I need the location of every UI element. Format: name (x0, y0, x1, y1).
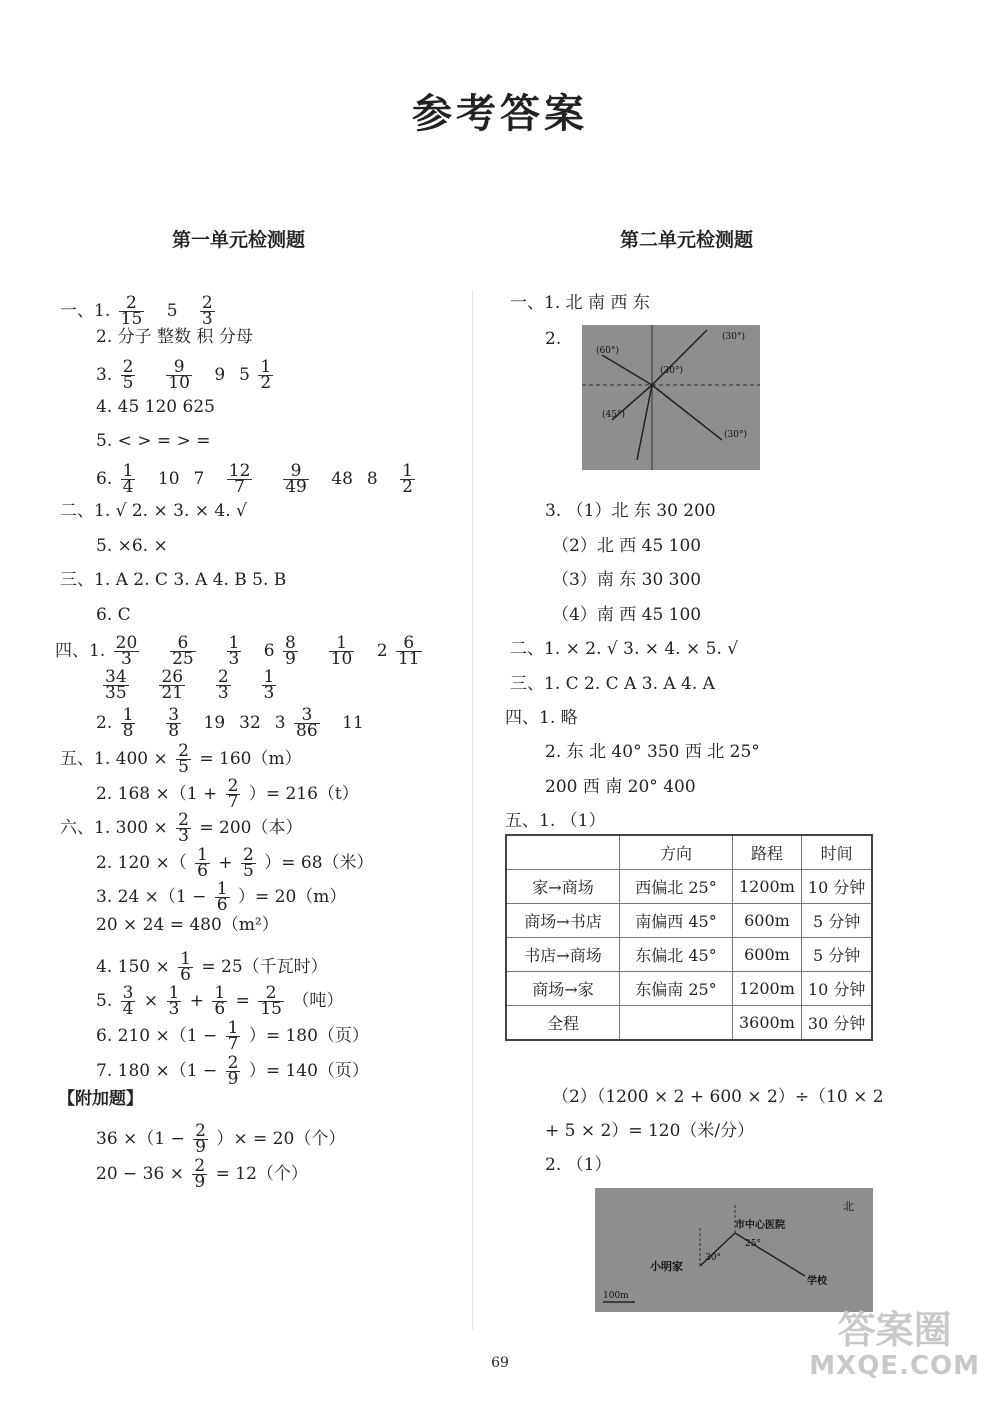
table-row-cell (620, 1006, 733, 1041)
route-figure-2-svg (595, 1188, 873, 1312)
value: 2 (376, 641, 388, 661)
route-table (505, 834, 873, 1041)
num: 2 (178, 741, 189, 761)
frac (258, 983, 284, 1019)
page-number: 69 (491, 1355, 509, 1371)
frac (200, 293, 215, 329)
frac (226, 776, 241, 812)
table-row-cell: 30 分钟 (801, 1006, 872, 1041)
label: 一、1. (60, 301, 111, 321)
frac (283, 461, 309, 497)
value: 19 (203, 713, 226, 733)
center-label: 市中心医院 (735, 1220, 785, 1231)
angle-2-label: 25° (745, 1239, 761, 1249)
num: 3 (168, 705, 180, 725)
num: 1 (122, 461, 134, 481)
left-s3a: 三、1. A 2. C 3. A 4. B 5. B (60, 570, 287, 590)
frac (114, 633, 140, 669)
den: 7 (234, 477, 245, 497)
den: 8 (122, 721, 134, 741)
num: 2 (227, 776, 239, 796)
label: 六、1. 300 × (60, 818, 168, 838)
frac (195, 845, 210, 881)
left-s6-q7 (96, 1053, 369, 1089)
north-label: 北 (843, 1200, 854, 1213)
table-row-cell: 5 分钟 (801, 904, 872, 938)
table-row (506, 972, 872, 1006)
left-s4-q1 (55, 633, 425, 669)
left-s6-q3 (96, 879, 347, 915)
label: 6. 210 ×（1 − (96, 1026, 218, 1046)
num: 2 (201, 293, 213, 313)
frac (216, 667, 231, 703)
left-s1-q6 (96, 461, 418, 497)
table-row-cell: 东偏南 25° (620, 972, 733, 1006)
column-divider (472, 290, 473, 1330)
route-figure-2 (595, 1188, 873, 1312)
right-s1-q3-1: 3. （1）北 东 30 200 (545, 501, 716, 521)
value: 3 (274, 713, 286, 733)
right-s5-label: 五、1. （1） (505, 811, 606, 831)
den: 5 (122, 373, 134, 393)
table-row-cell: 全程 (506, 1006, 620, 1041)
left-s1-q4: 4. 45 120 625 (96, 397, 215, 417)
frac (262, 667, 277, 703)
den: 86 (296, 721, 318, 741)
table-row-cell: 600m (733, 904, 802, 938)
text: ）= 216（t） (248, 784, 359, 804)
frac (166, 357, 192, 393)
value: 48 (331, 469, 353, 489)
den: 9 (227, 1069, 239, 1089)
den: 3 (168, 999, 180, 1019)
left-s6-q5 (96, 983, 344, 1019)
table-row-cell: 3600m (733, 1006, 802, 1041)
table-row-cell: 商场→书店 (506, 904, 620, 938)
num: 2 (194, 1156, 206, 1176)
den: 11 (397, 649, 420, 669)
num: 1 (402, 461, 413, 481)
table-row-cell: 南偏西 45° (620, 904, 733, 938)
num: 12 (228, 461, 251, 481)
frac (166, 705, 181, 741)
frac (396, 633, 422, 669)
num: 1 (197, 845, 208, 865)
text: = (235, 991, 250, 1011)
table-header-row-cell: 路程 (733, 835, 802, 870)
text: + (218, 853, 233, 873)
text: + (189, 991, 205, 1011)
den: 15 (120, 309, 143, 329)
school-label: 学校 (807, 1276, 827, 1287)
frac (170, 633, 196, 669)
fig1-label-e: (30°) (724, 430, 747, 440)
den: 3 (178, 826, 189, 846)
table-row-cell: 600m (733, 938, 802, 972)
value: 8 (366, 469, 378, 489)
left-s2a: 二、1. √ 2. × 3. × 4. √ (60, 501, 247, 521)
den: 5 (178, 757, 189, 777)
num: 1 (180, 949, 191, 969)
fig1-label-a: (60°) (596, 346, 619, 356)
frac (159, 667, 185, 703)
num: 6 (396, 636, 422, 652)
right-s1-q2-label: 2. (545, 329, 562, 349)
table-header-row-cell: 时间 (801, 835, 872, 870)
label: 4. 150 × (96, 957, 170, 977)
label: 5. (96, 991, 113, 1011)
left-s1-q5: 5. < > = > = (96, 431, 211, 451)
left-s6-q1 (60, 810, 303, 846)
den: 9 (194, 1172, 206, 1192)
frac (121, 461, 136, 497)
table-row (506, 870, 872, 904)
num: 9 (283, 464, 309, 480)
label: 2. 120 ×（ (96, 853, 187, 873)
frac (226, 1053, 241, 1089)
page-title: 参考答案 (412, 90, 588, 137)
left-s5-q2 (96, 776, 359, 812)
angle-1-label: 30° (705, 1253, 721, 1263)
den: 25 (172, 649, 194, 669)
num: 2 (178, 810, 189, 830)
frac (283, 633, 298, 669)
text: （吨） (292, 991, 344, 1011)
value: 10 (157, 469, 180, 489)
den: 10 (330, 649, 353, 669)
compass-figure-1 (582, 325, 760, 470)
extra-q1 (96, 1121, 346, 1157)
num: 8 (285, 633, 296, 653)
den: 8 (168, 721, 180, 741)
left-s6-q6 (96, 1018, 369, 1054)
den: 2 (260, 373, 272, 393)
den: 2 (402, 477, 413, 497)
frac (329, 633, 355, 669)
watermark-site: MXQE.COM (809, 1350, 980, 1381)
num: 2 (122, 357, 134, 377)
label: 2. (96, 713, 113, 733)
left-s5-q1 (60, 741, 302, 777)
frac (400, 461, 415, 497)
frac (178, 949, 193, 985)
frac (167, 983, 182, 1019)
den: 5 (243, 861, 254, 881)
table-row-cell: 10 分钟 (801, 972, 872, 1006)
den: 9 (285, 649, 296, 669)
fig1-label-b: (30°) (660, 366, 683, 376)
scale-label: 100m (603, 1291, 629, 1301)
right-s1-q3-3: （3）南 东 30 300 (552, 570, 702, 590)
den: 15 (260, 999, 282, 1019)
watermark (809, 1310, 980, 1380)
left-s4-q2 (96, 705, 364, 741)
table-row (506, 1006, 872, 1041)
label: 3. (96, 365, 113, 385)
text: ）= 140（页） (248, 1061, 369, 1081)
left-s6-q2 (96, 845, 374, 881)
num: 1 (168, 983, 180, 1003)
den: 6 (214, 999, 226, 1019)
num: 3 (294, 708, 320, 724)
frac (121, 357, 136, 393)
text: ）= 20（m） (238, 887, 347, 907)
num: 1 (122, 705, 134, 725)
left-s6-q4 (96, 949, 328, 985)
right-s4-q2: 2. 东 北 40° 350 西 北 25° (545, 742, 760, 762)
compass-figure-1-svg (582, 325, 760, 470)
table-header-row-cell: 方向 (620, 835, 733, 870)
frac (212, 983, 227, 1019)
left-s2b: 5. ×6. × (96, 536, 168, 556)
den: 3 (201, 309, 213, 329)
right-s4-q1: 四、1. 略 (505, 708, 578, 728)
text: = 25（千瓦时） (201, 957, 328, 977)
frac (119, 293, 145, 329)
den: 49 (285, 477, 307, 497)
table-row-cell: 商场→家 (506, 972, 620, 1006)
right-s1-q3-4: （4）南 西 45 100 (552, 605, 702, 625)
label: 20 − 36 × (96, 1164, 184, 1184)
num: 20 (115, 633, 138, 653)
frac (227, 461, 253, 497)
frac (121, 983, 136, 1019)
right-s5-q2a: （2）（1200 × 2 + 600 × 2）÷（10 × 2 (552, 1087, 884, 1107)
text: ）= 68（米） (264, 853, 374, 873)
right-s3: 三、1. C 2. C A 3. A 4. A (510, 674, 715, 694)
label: 6. (96, 469, 113, 489)
table-row-cell: 1200m (733, 870, 802, 904)
table-row-cell: 东偏北 45° (620, 938, 733, 972)
right-s2: 二、1. × 2. √ 3. × 4. × 5. √ (510, 639, 739, 659)
table-row (506, 938, 872, 972)
den: 7 (227, 1034, 239, 1054)
text: = 12（个） (215, 1164, 308, 1184)
num: 1 (263, 667, 275, 687)
frac (215, 879, 230, 915)
left-s6-q3b: 20 × 24 = 480（m²） (96, 915, 279, 935)
label: 五、1. 400 × (60, 749, 168, 769)
frac (241, 845, 256, 881)
text: = 160（m） (199, 749, 302, 769)
num: 1 (329, 636, 355, 652)
num: 2 (195, 1121, 206, 1141)
left-section-title: 第一单元检测题 (172, 229, 306, 251)
frac (192, 1156, 207, 1192)
label: 四、1. (55, 641, 106, 661)
num: 1 (216, 879, 228, 899)
den: 35 (105, 683, 127, 703)
num: 9 (166, 360, 192, 376)
den: 9 (195, 1137, 206, 1157)
num: 6 (170, 636, 196, 652)
right-s1-q3-2: （2）北 西 45 100 (552, 536, 702, 556)
ray-ne (652, 330, 707, 385)
num: 1 (228, 633, 240, 653)
num: 1 (260, 357, 272, 377)
fig1-label-c: (45°) (602, 410, 625, 420)
frac (258, 357, 273, 393)
value: 5 (166, 301, 178, 321)
extra-q2 (96, 1156, 308, 1192)
num: 3 (122, 983, 134, 1003)
num: 2 (243, 845, 254, 865)
label: 36 ×（1 − (96, 1129, 185, 1149)
table-row-cell: 1200m (733, 972, 802, 1006)
num: 2 (258, 986, 284, 1002)
left-s1-q1 (60, 293, 218, 329)
frac (176, 810, 191, 846)
value: 9 (214, 365, 226, 385)
watermark-main: 答案圈 (837, 1308, 952, 1352)
route-table-body (506, 835, 872, 1040)
ray-nw (602, 355, 652, 385)
den: 4 (122, 477, 134, 497)
text: × (143, 991, 159, 1011)
frac (226, 1018, 241, 1054)
left-s1-q3 (96, 357, 276, 393)
left-s4-q1-row2 (100, 667, 279, 703)
left-s3b: 6. C (96, 605, 131, 625)
ray-se (652, 385, 722, 440)
den: 4 (122, 999, 134, 1019)
value: 6 (263, 641, 275, 661)
label: 7. 180 ×（1 − (96, 1061, 218, 1081)
den: 3 (228, 649, 240, 669)
frac (121, 705, 136, 741)
den: 21 (161, 683, 184, 703)
frac (227, 633, 242, 669)
label: 2. 168 ×（1 + (96, 784, 218, 804)
table-row (506, 904, 872, 938)
den: 3 (263, 683, 275, 703)
table-header-row (506, 835, 872, 870)
left-s1-q2: 2. 分子 整数 积 分母 (96, 327, 253, 347)
right-s4-q2b: 200 西 南 20° 400 (545, 777, 696, 797)
right-s5-q3: 2. （1） (545, 1155, 612, 1175)
text: ）= 180（页） (248, 1026, 369, 1046)
table-row-cell: 家→商场 (506, 870, 620, 904)
table-row-cell: 西偏北 25° (620, 870, 733, 904)
frac (294, 705, 320, 741)
frac (176, 741, 191, 777)
den: 6 (197, 861, 208, 881)
value: 7 (193, 469, 205, 489)
den: 3 (217, 683, 229, 703)
right-s5-q2b: + 5 × 2）= 120（米/分） (545, 1121, 755, 1141)
table-row-cell: 书店→商场 (506, 938, 620, 972)
den: 7 (227, 792, 239, 812)
num: 34 (105, 667, 127, 687)
text: = 200（本） (199, 818, 303, 838)
right-s1-q1: 一、1. 北 南 西 东 (510, 293, 650, 313)
table-header-row-cell (506, 835, 620, 870)
den: 3 (121, 649, 132, 669)
frac (103, 667, 129, 703)
extra-title: 【附加题】 (58, 1089, 143, 1109)
label: 3. 24 ×（1 − (96, 887, 207, 907)
table-row-cell: 10 分钟 (801, 870, 872, 904)
num: 1 (227, 1018, 239, 1038)
den: 6 (180, 965, 191, 985)
value: 32 (239, 713, 261, 733)
den: 6 (216, 895, 228, 915)
home-label: 小明家 (650, 1260, 683, 1273)
frac (193, 1121, 208, 1157)
num: 2 (119, 296, 145, 312)
fig1-label-d: (30°) (722, 332, 745, 342)
table-row-cell: 5 分钟 (801, 938, 872, 972)
value: 5 (239, 365, 250, 385)
num: 2 (217, 667, 229, 687)
num: 1 (214, 983, 226, 1003)
value: 11 (342, 713, 364, 733)
num: 26 (161, 667, 184, 687)
num: 2 (227, 1053, 239, 1073)
text: ）× = 20（个） (216, 1129, 346, 1149)
right-section-title: 第二单元检测题 (620, 229, 754, 251)
den: 10 (168, 373, 190, 393)
